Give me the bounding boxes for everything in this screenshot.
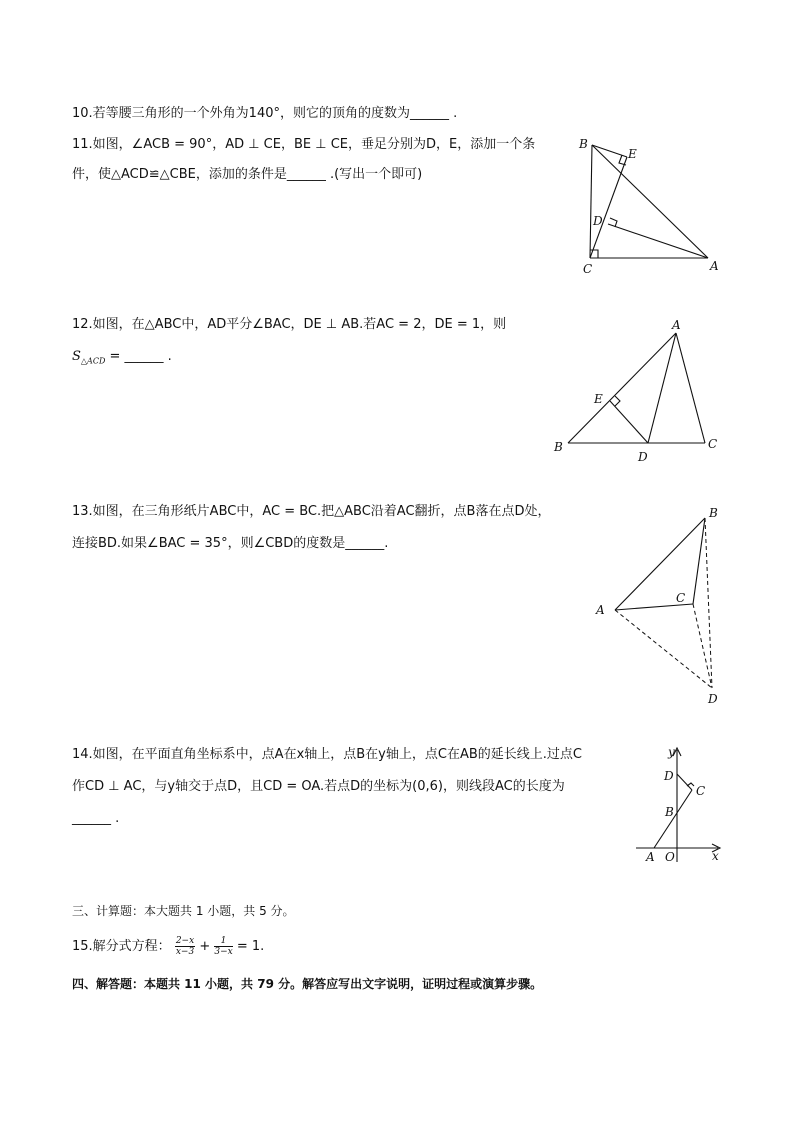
segment-ab xyxy=(615,518,705,610)
segment-cd xyxy=(677,774,692,790)
label-d: D xyxy=(593,214,603,228)
question-14-line-1: 14.如图，在平面直角坐标系中，点A在x轴上，点B在y轴上，点C在AB的延长线上.过点C xyxy=(72,747,582,762)
plus-sign: + xyxy=(199,939,211,954)
question-11-line-2: 件，使△ACD≌△CBE，添加的条件是______ .(写出一个即可) xyxy=(72,167,423,182)
segment-ab xyxy=(568,333,676,443)
question-12-line-1: 12.如图，在△ABC中，AD平分∠BAC，DE ⊥ AB.若AC = 2，DE = 1，则 xyxy=(72,317,507,332)
label-o: O xyxy=(665,850,675,864)
area-symbol: S xyxy=(72,349,81,364)
segment-ce xyxy=(590,157,627,258)
label-a: A xyxy=(646,850,655,864)
label-b: B xyxy=(579,137,588,151)
label-a: A xyxy=(710,259,719,273)
segment-bc xyxy=(590,145,592,258)
segment-ba xyxy=(592,145,708,258)
segment-ad xyxy=(648,333,676,443)
question-14-line-2: 作CD ⊥ AC，与y轴交于点D，且CD = OA.若点D的坐标为(0,6)，则线段AC的长度为 xyxy=(72,779,565,794)
q15-prefix: 15.解分式方程： xyxy=(72,939,171,954)
label-b: B xyxy=(665,805,674,819)
label-e: E xyxy=(628,147,637,161)
question-13-figure xyxy=(590,500,735,710)
q15-suffix: = 1. xyxy=(236,939,265,954)
fraction-1-denominator: x−3 xyxy=(175,947,195,957)
label-c: C xyxy=(696,784,706,798)
fraction-1 xyxy=(175,936,195,957)
segment-ad xyxy=(608,224,708,258)
question-12-line-2 xyxy=(72,348,172,371)
segment-ac xyxy=(676,333,705,443)
right-angle-mark-e xyxy=(615,396,620,406)
segment-ac xyxy=(654,790,692,848)
section-3-heading: 三、计算题：本大题共 1 小题，共 5 分。 xyxy=(72,904,295,918)
fraction-2 xyxy=(214,936,232,957)
label-d: D xyxy=(638,450,648,464)
label-y: y xyxy=(668,745,675,759)
fraction-2-numerator: 1 xyxy=(214,936,232,947)
label-a: A xyxy=(596,603,605,617)
question-11-line-1: 11.如图，∠ACB = 90°，AD ⊥ CE，BE ⊥ CE，垂足分别为D，E，添加一个条 xyxy=(72,137,536,152)
question-14-line-3: ______ . xyxy=(72,811,120,826)
segment-de xyxy=(610,401,648,443)
label-d: D xyxy=(664,769,674,783)
segment-ad-dashed xyxy=(615,610,712,688)
fraction-1-numerator: 2−x xyxy=(175,936,195,946)
label-x: x xyxy=(712,849,719,863)
label-b: B xyxy=(709,506,718,520)
label-c: C xyxy=(676,591,686,605)
question-15-text xyxy=(72,934,264,960)
question-13-line-2: 连接BD.如果∠BAC = 35°，则∠CBD的度数是______. xyxy=(72,536,389,551)
label-d: D xyxy=(708,692,718,706)
label-b: B xyxy=(554,440,563,454)
label-e: E xyxy=(594,392,603,406)
section-4-heading: 四、解答题：本题共 11 小题，共 79 分。解答应写出文字说明，证明过程或演算步骤。 xyxy=(72,977,543,991)
segment-bc xyxy=(693,518,705,604)
question-10-text: 10.若等腰三角形的一个外角为140°，则它的顶角的度数为______ . xyxy=(72,106,458,121)
question-13-line-1: 13.如图，在三角形纸片ABC中，AC = BC.把△ABC沿着AC翻折，点B落在点D处， xyxy=(72,504,551,519)
question-11-figure xyxy=(570,130,730,278)
area-answer-blank: = ______ . xyxy=(105,349,172,364)
question-14-figure xyxy=(630,740,730,865)
right-angle-mark-c xyxy=(687,783,694,786)
question-12-figure xyxy=(550,315,730,465)
fraction-2-denominator: 3−x xyxy=(214,947,233,957)
label-c: C xyxy=(708,437,718,451)
area-subscript: △ACD xyxy=(80,356,106,366)
label-a: A xyxy=(672,318,681,332)
label-c: C xyxy=(583,262,593,276)
